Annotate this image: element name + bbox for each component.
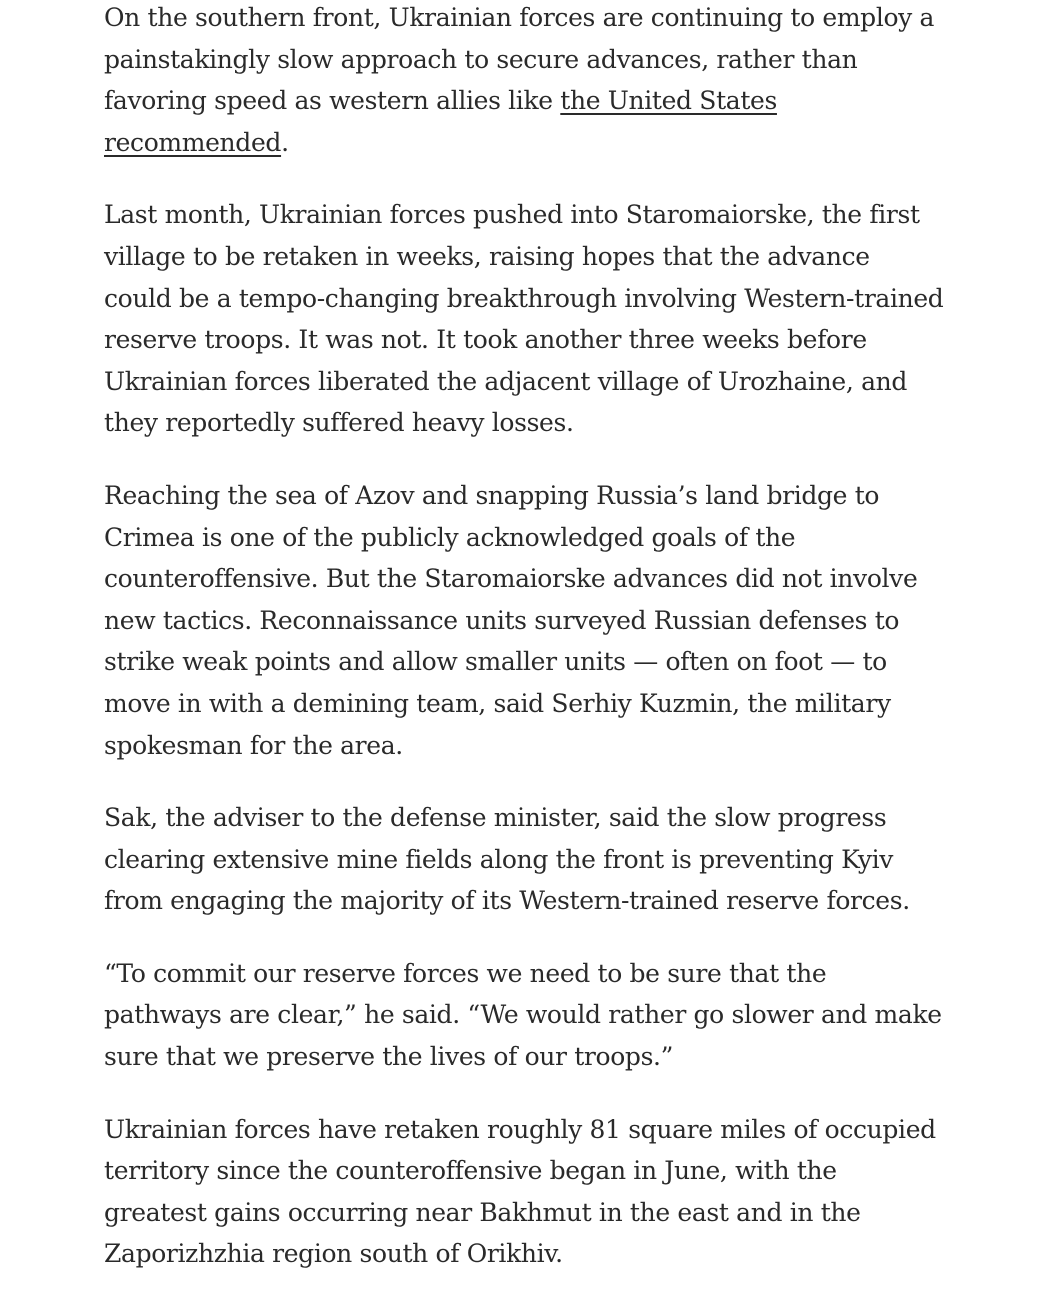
paragraph-3: Reaching the sea of Azov and snapping Russia’s land bridge to Crimea is one of the publicly acknowledged goals of the counteroffensive. But the Staromaiorske advances did not involve new tactics. Reconnaissance units surveyed Russian defenses to strike weak points and allow smaller units — often on foot — to move in with a demining team, said Serhiy Kuzmin, the military spokesman for the area. [104,480,918,760]
paragraph-4: Sak, the adviser to the defense minister, said the slow progress clearing extensive mine fields along the front is preventing Kyiv from engaging the majority of its Western-trained reserve forces. [104,803,910,916]
paragraph-2: Last month, Ukrainian forces pushed into Staromaiorske, the first village to be retaken in weeks, raising hopes that the advance could be a tempo-changing breakthrough involving Western-trained reserve troops. It was not. It took another three weeks before Ukrainian forces liberated the adjacent village of Urozhaine, and they reportedly suffered heavy losses. [104,200,944,438]
article-body [104,0,944,1306]
paragraph-1-text-before: On the southern front, Ukrainian forces are continuing to employ a painstakingly slow approach to secure advances, rather than favoring speed as western allies like [104,3,935,116]
paragraph-1-text-after: . [281,127,289,157]
paragraph-1 [104,0,944,163]
us-recommended-link[interactable]: the United States recommended [104,86,777,157]
paragraph-6: Ukrainian forces have retaken roughly 81 square miles of occupied territory since the counteroffensive began in June, with the greatest gains occurring near Bakhmut in the east and in the Zaporizhzhia region south of Orikhiv. [104,1114,936,1269]
paragraph-5: “To commit our reserve forces we need to be sure that the pathways are clear,” he said. “We would rather go slower and make sure that we preserve the lives of our troops.” [104,958,942,1072]
